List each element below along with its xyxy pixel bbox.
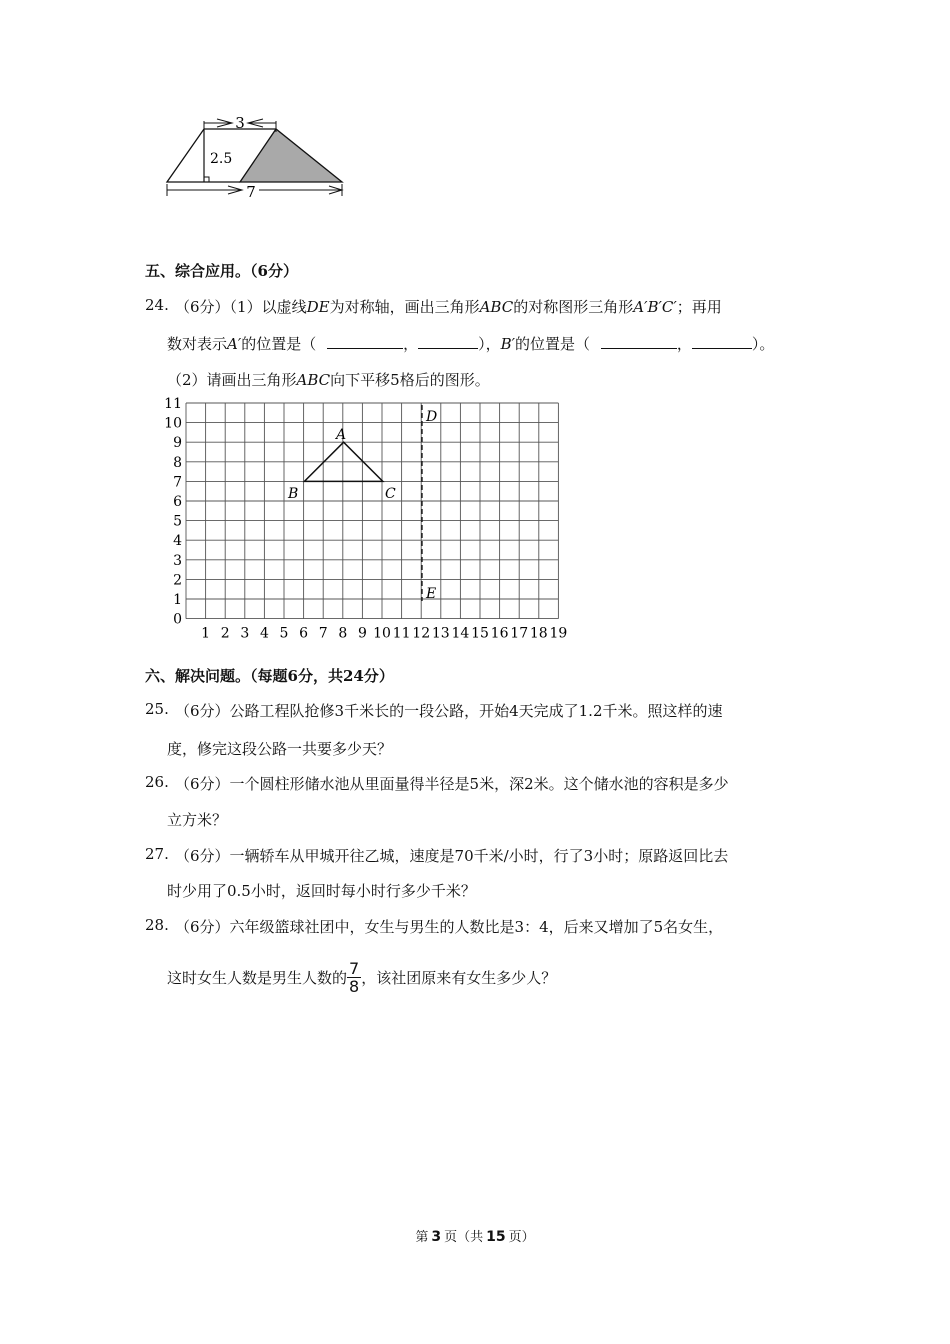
x-tick-label: 9 bbox=[357, 625, 367, 642]
label-a: A bbox=[336, 427, 347, 443]
q26-number: 26. bbox=[145, 773, 169, 791]
x-tick-label: 10 bbox=[373, 625, 391, 642]
x-tick-label: 15 bbox=[471, 625, 489, 642]
x-tick-label: 14 bbox=[451, 625, 470, 642]
y-axis-labels bbox=[164, 396, 182, 628]
section5-title: 五、综合应用。（6分） bbox=[145, 262, 298, 280]
y-tick-label: 6 bbox=[173, 494, 182, 510]
section6-title: 六、解决问题。（每题6分，共24分） bbox=[145, 667, 394, 685]
y-tick-label: 11 bbox=[164, 396, 182, 412]
x-tick-label: 5 bbox=[279, 625, 289, 642]
x-tick-label: 11 bbox=[392, 625, 411, 642]
x-tick-label: 7 bbox=[318, 625, 328, 642]
y-tick-label: 2 bbox=[173, 572, 182, 589]
q24-line2: 数对表示A′的位置是（ ， ），B′的位置是（ ， ）。 bbox=[167, 335, 775, 353]
label-e: E bbox=[426, 586, 437, 602]
y-tick-label: 4 bbox=[173, 533, 182, 550]
y-tick-label: 7 bbox=[173, 474, 182, 491]
q25-line1: （6分）公路工程队抢修3千米长的一段公路，开始4天完成了1.2千米。照这样的速 bbox=[175, 702, 723, 720]
x-tick-label: 4 bbox=[259, 625, 269, 642]
q28-line2: 这时女生人数是男生人数的 $\frac{7}{8}$ ，该社团原来有女生多少人？ bbox=[167, 959, 557, 996]
y-tick-label: 0 bbox=[173, 611, 182, 628]
b-prime-y-blank[interactable] bbox=[692, 334, 752, 349]
label-d: D bbox=[426, 409, 438, 425]
shaded-triangle bbox=[240, 129, 342, 182]
q27-line2: 时少用了0.5小时，返回时每小时行多少千米？ bbox=[167, 882, 476, 900]
label-c: C bbox=[385, 486, 396, 502]
grid-lines bbox=[186, 403, 558, 619]
x-tick-label: 18 bbox=[529, 625, 548, 642]
label-b: B bbox=[288, 486, 299, 502]
b-prime-x-blank[interactable] bbox=[601, 334, 677, 349]
x-tick-label: 16 bbox=[490, 625, 509, 642]
q24-part2: （2）请画出三角形ABC向下平移5格后的图形。 bbox=[167, 371, 490, 389]
x-tick-label: 19 bbox=[549, 625, 568, 642]
bottom-length-label: 7 bbox=[246, 183, 256, 201]
x-tick-label: 17 bbox=[510, 625, 529, 642]
y-tick-label: 5 bbox=[173, 513, 182, 530]
y-tick-label: 9 bbox=[173, 435, 182, 452]
page-footer: 第 3 页（共 15 页） bbox=[415, 1229, 535, 1245]
x-tick-label: 2 bbox=[220, 625, 230, 642]
q26-line2: 立方米？ bbox=[167, 811, 228, 829]
q27-number: 27. bbox=[145, 845, 169, 863]
coordinate-grid bbox=[150, 395, 575, 645]
q26-line1: （6分）一个圆柱形储水池从里面量得半径是5米，深2米。这个储水池的容积是多少 bbox=[175, 775, 729, 793]
trapezoid-figure bbox=[160, 110, 350, 202]
height-label: 2.5 bbox=[210, 151, 233, 167]
y-tick-label: 1 bbox=[173, 592, 182, 608]
x-axis-labels bbox=[201, 626, 567, 642]
q25-line2: 度，修完这段公路一共要多少天？ bbox=[167, 740, 393, 758]
q24-line1: （6分）（1）以虚线DE为对称轴，画出三角形ABC的对称图形三角形A′B′C′；再用 bbox=[175, 298, 722, 316]
y-tick-label: 10 bbox=[164, 415, 182, 432]
x-tick-label: 13 bbox=[431, 625, 450, 642]
x-tick-label: 8 bbox=[338, 625, 348, 642]
y-tick-label: 8 bbox=[173, 454, 182, 471]
q25-number: 25. bbox=[145, 700, 169, 718]
x-tick-label: 12 bbox=[412, 625, 431, 642]
a-prime-y-blank[interactable] bbox=[418, 334, 478, 349]
q28-number: 28. bbox=[145, 916, 169, 934]
y-tick-label: 3 bbox=[173, 552, 182, 569]
q28-line1: （6分）六年级篮球社团中，女生与男生的人数比是3：4，后来又增加了5名女生， bbox=[175, 918, 724, 936]
q24-number: 24. bbox=[145, 296, 169, 314]
fraction-seven-eighths: $\frac{7}{8}$ bbox=[349, 959, 360, 996]
x-tick-label: 6 bbox=[299, 625, 309, 642]
q27-line1: （6分）一辆轿车从甲城开往乙城，速度是70千米/小时，行了3小时；原路返回比去 bbox=[175, 847, 729, 865]
a-prime-x-blank[interactable] bbox=[327, 334, 403, 349]
x-tick-label: 3 bbox=[240, 625, 250, 642]
x-tick-label: 1 bbox=[201, 625, 211, 642]
top-length-label: 3 bbox=[235, 114, 245, 132]
